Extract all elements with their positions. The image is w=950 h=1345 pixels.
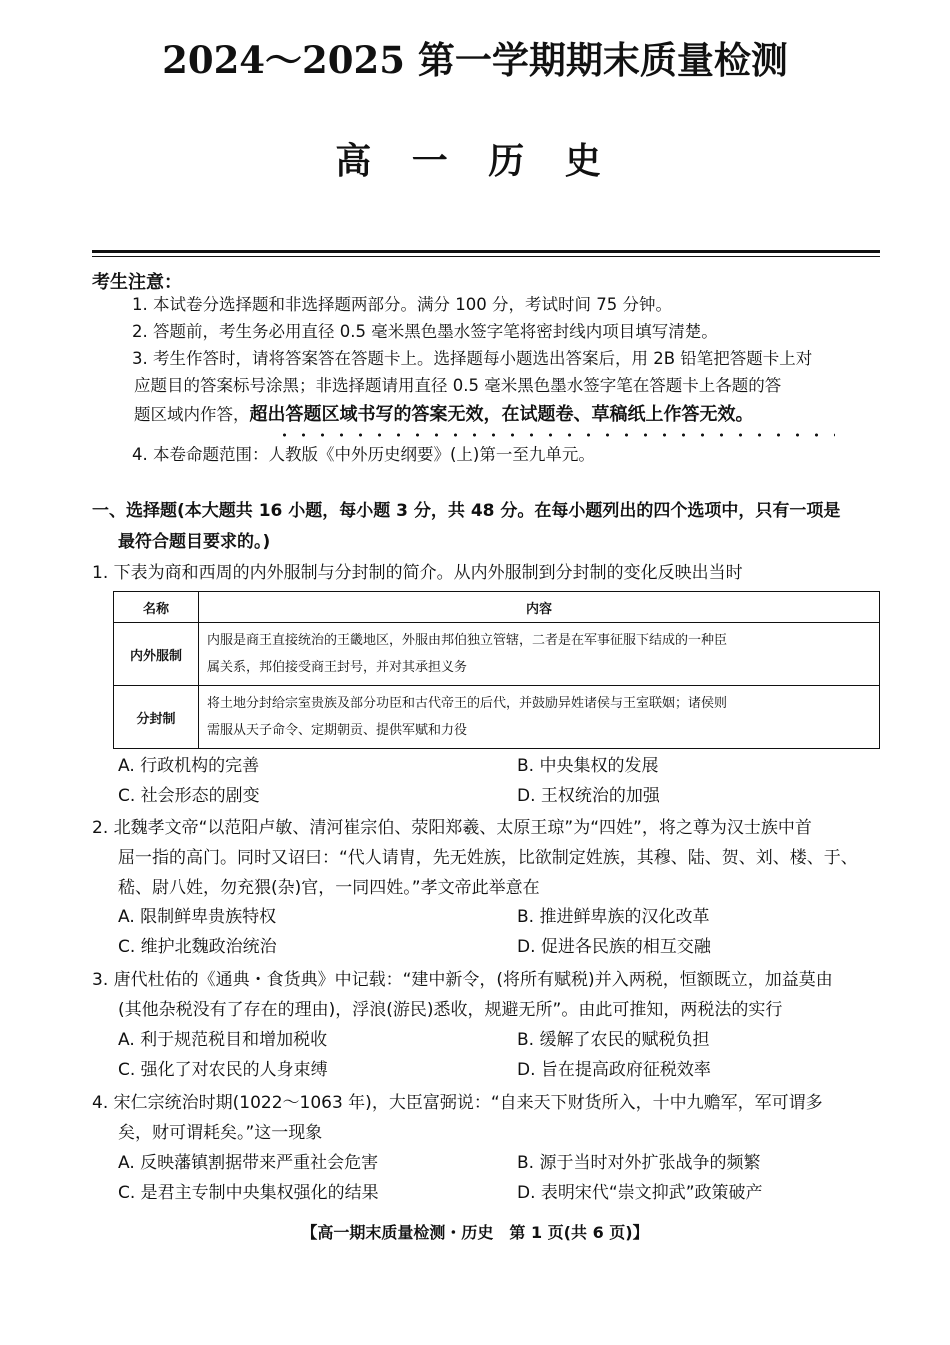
question-3-option-a: A. 利于规范税目和增加税收 — [118, 1030, 328, 1050]
section-heading-continued: 最符合题目要求的。) — [118, 532, 271, 552]
question-2-stem-continued: 屈一指的高门。同时又诏曰：“代人请胄，先无姓族，比欲制定姓族，其穆、陆、贺、刘、楼、于、 — [118, 848, 858, 868]
question-4-option-b: B. 源于当时对外扩张战争的频繁 — [517, 1153, 761, 1173]
table-row — [114, 686, 880, 749]
table-cell-line: 内服是商王直接统治的王畿地区，外服由邦伯独立管辖，二者是在军事征服下结成的一种臣 — [207, 633, 728, 648]
question-4-option-d: D. 表明宋代“崇文抑武”政策破产 — [517, 1183, 763, 1203]
question-3-stem: 3. 唐代杜佑的《通典・食货典》中记载：“建中新令，(将所有赋税)并入两税，恒额既立，加益莫由 — [92, 970, 833, 990]
question-2-option-a: A. 限制鲜卑贵族特权 — [118, 907, 277, 927]
notice-title: 考生注意： — [92, 272, 182, 293]
notice-item: 3. 考生作答时，请将答案答在答题卡上。选择题每小题选出答案后，用 2B 铅笔把答题卡上对 — [132, 349, 813, 368]
table-cell-name: 内外服制 — [114, 623, 199, 686]
exam-title: 2024～2025 第一学期期末质量检测 — [162, 38, 788, 82]
question-3-option-c: C. 强化了对农民的人身束缚 — [118, 1060, 328, 1080]
table-cell-line: 属关系，邦伯接受商王封号，并对其承担义务 — [207, 660, 468, 675]
table-row — [114, 623, 880, 686]
notice-emphasis: 超出答题区域书写的答案无效，在试题卷、草稿纸上作答无效。 — [249, 404, 754, 425]
header-divider — [92, 250, 880, 253]
question-4-stem-continued: 矣，财可谓耗矣。”这一现象 — [118, 1123, 323, 1143]
emphasis-dots — [275, 433, 835, 437]
notice-item-continued: 应题目的答案标号涂黑；非选择题请用直径 0.5 毫米黑色墨水签字笔在答题卡上各题的答 — [134, 376, 782, 395]
table-cell-line: 需服从天子命令、定期朝贡、提供军赋和力役 — [207, 723, 468, 738]
question-1-option-a: A. 行政机构的完善 — [118, 756, 260, 776]
subject-title: 高 一 历 史 — [335, 140, 615, 182]
question-2-stem-continued: 嵇、尉八姓，勿充猥(杂)官，一同四姓。”孝文帝此举意在 — [118, 878, 540, 898]
question-4-stem: 4. 宋仁宗统治时期(1022～1063 年)，大臣富弼说：“自来天下财货所入，十中九赡军，军可谓多 — [92, 1093, 823, 1113]
table-cell-line: 将土地分封给宗室贵族及部分功臣和古代帝王的后代，并鼓励异姓诸侯与王室联姻；诸侯则 — [207, 696, 728, 711]
table-cell-content — [199, 686, 880, 749]
question-1-table — [113, 591, 880, 749]
table-header-name: 名称 — [114, 592, 199, 623]
question-3-option-d: D. 旨在提高政府征税效率 — [517, 1060, 711, 1080]
question-1-stem: 1. 下表为商和西周的内外服制与分封制的简介。从内外服制到分封制的变化反映出当时 — [92, 563, 743, 583]
table-cell-content — [199, 623, 880, 686]
question-1-option-b: B. 中央集权的发展 — [517, 756, 659, 776]
question-4-option-a: A. 反映藩镇割据带来严重社会危害 — [118, 1153, 379, 1173]
table-cell-name: 分封制 — [114, 686, 199, 749]
notice-item-part: 题区域内作答， — [134, 405, 250, 424]
notice-item: 1. 本试卷分选择题和非选择题两部分。满分 100 分，考试时间 75 分钟。 — [132, 295, 672, 314]
question-3-option-b: B. 缓解了农民的赋税负担 — [517, 1030, 710, 1050]
question-1-option-c: C. 社会形态的剧变 — [118, 786, 260, 806]
question-4-option-c: C. 是君主专制中央集权强化的结果 — [118, 1183, 379, 1203]
question-2-stem: 2. 北魏孝文帝“以范阳卢敏、清河崔宗伯、荥阳郑羲、太原王琼”为“四姓”，将之尊为汉士族中首 — [92, 818, 812, 838]
section-heading: 一、选择题(本大题共 16 小题，每小题 3 分，共 48 分。在每小题列出的四个选项中，只有一项是 — [92, 501, 841, 521]
page-footer: 【高一期末质量检测・历史 第 1 页(共 6 页)】 — [301, 1223, 649, 1242]
question-2-option-b: B. 推进鲜卑族的汉化改革 — [517, 907, 710, 927]
question-1-option-d: D. 王权统治的加强 — [517, 786, 660, 806]
notice-item: 2. 答题前，考生务必用直径 0.5 毫米黑色墨水签字笔将密封线内项目填写清楚。 — [132, 322, 718, 341]
notice-item-continued — [134, 402, 894, 428]
question-2-option-c: C. 维护北魏政治统治 — [118, 937, 277, 957]
question-3-stem-continued: (其他杂税没有了存在的理由)，浮浪(游民)悉收，规避无所”。由此可推知，两税法的实行 — [118, 1000, 783, 1020]
question-2-option-d: D. 促进各民族的相互交融 — [517, 937, 711, 957]
table-header-row — [114, 592, 880, 623]
table-header-content: 内容 — [199, 592, 880, 623]
notice-item: 4. 本卷命题范围：人教版《中外历史纲要》(上)第一至九单元。 — [132, 445, 595, 464]
header-divider-thin — [92, 256, 880, 257]
